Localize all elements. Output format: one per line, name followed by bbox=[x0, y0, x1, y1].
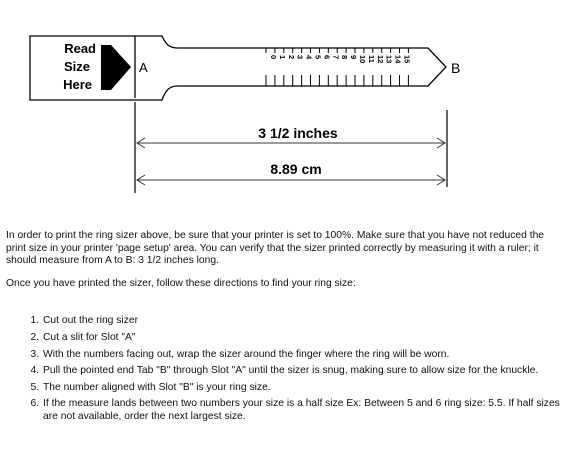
inches-measure-label: 3 1/2 inches bbox=[258, 125, 338, 141]
step-item: 2. Cut a slit for Slot "A" bbox=[42, 332, 562, 345]
intro-paragraph: In order to print the ring sizer above, be sure that your printer is set to 100%. Make sure that you have not reduced the print size in your printer 'page setup' area. You can verify that the sizer printed correctly by measuring it with a ruler; it should measure from A to B: 3 1/2 inches long. bbox=[6, 230, 545, 267]
scale-number: 6 bbox=[322, 55, 332, 60]
scale-number: 3 bbox=[295, 55, 305, 60]
read-label-line-3: Here bbox=[63, 77, 92, 92]
scale-number: 7 bbox=[331, 55, 341, 60]
lead-paragraph: Once you have printed the sizer, follow these directions to find your ring size: bbox=[6, 277, 356, 289]
slot-a-label: A bbox=[139, 60, 148, 75]
scale-number: 5 bbox=[313, 55, 323, 60]
cm-measure-label: 8.89 cm bbox=[270, 161, 322, 177]
scale-number: 4 bbox=[304, 55, 314, 60]
scale-number: 12 bbox=[375, 55, 385, 64]
scale-number: 10 bbox=[358, 55, 367, 64]
scale-number: 2 bbox=[286, 55, 296, 60]
read-label-line-2: Size bbox=[63, 59, 90, 74]
step-item: 1. Cut out the ring sizer bbox=[42, 315, 562, 328]
scale-number: 9 bbox=[349, 55, 359, 60]
scale-number: 1 bbox=[277, 55, 287, 60]
instructions bbox=[6, 230, 562, 428]
scale-number: 8 bbox=[340, 55, 350, 60]
scale-number: 0 bbox=[269, 55, 278, 60]
read-label-line-1: Read bbox=[64, 41, 96, 56]
step-item: 6. If the measure lands between two numbers your size is a half size Ex: Between 5 and 6 ring size: 5.5. If half sizes are not available, order the next largest size. bbox=[42, 398, 562, 423]
scale-number: 14 bbox=[393, 55, 403, 64]
step-item: 3. With the numbers facing out, wrap the sizer around the finger where the ring will be worn. bbox=[42, 349, 562, 362]
step-item: 4. Pull the pointed end Tab "B" through Slot "A" until the sizer is snug, making sure to allow size for the knuckle. bbox=[42, 365, 562, 378]
scale-number: 13 bbox=[384, 55, 394, 64]
steps-list bbox=[6, 315, 562, 423]
scale-number: 11 bbox=[366, 55, 376, 63]
scale-number: 15 bbox=[402, 55, 412, 64]
step-item: 5. The number aligned with Slot "B" is your ring size. bbox=[42, 382, 562, 395]
ring-sizer-diagram bbox=[0, 0, 570, 200]
end-b-label: B bbox=[451, 60, 461, 76]
